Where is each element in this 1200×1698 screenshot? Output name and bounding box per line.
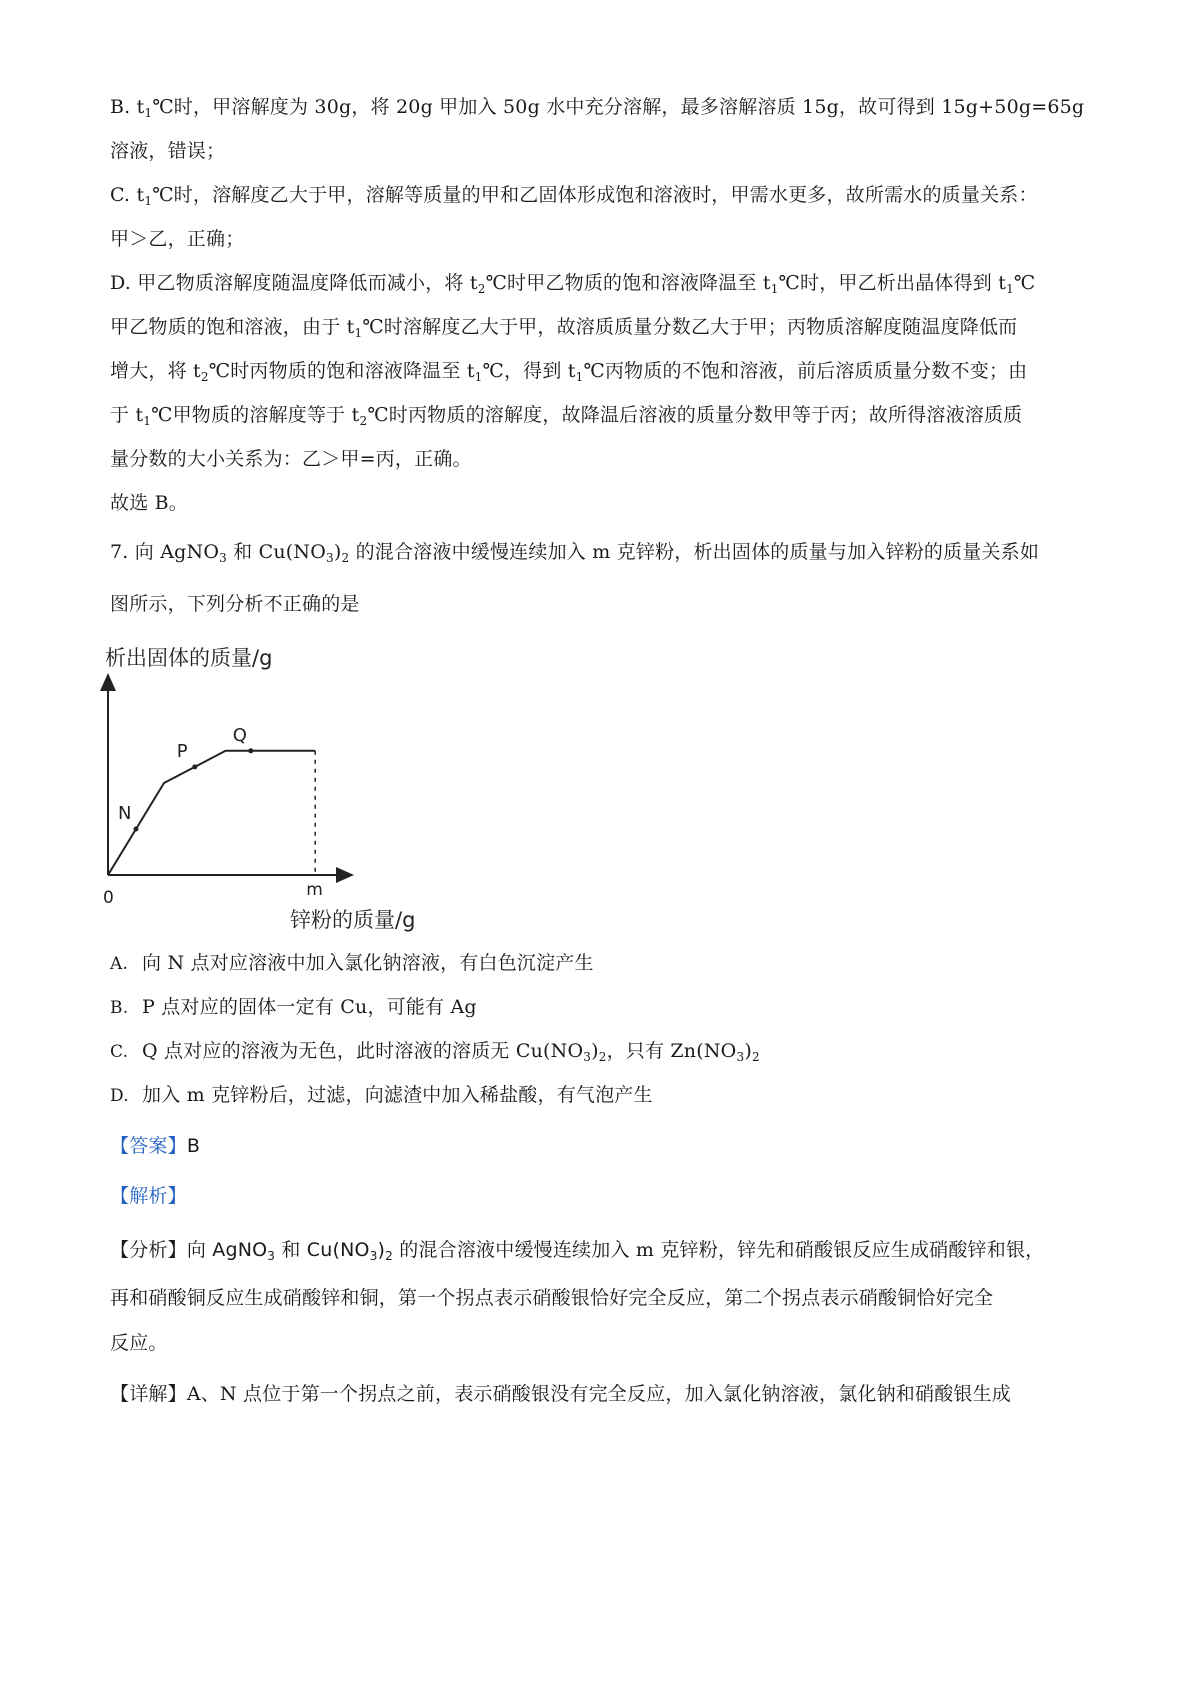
paragraph-d-line-4: 于 $t_1℃$甲物质的溶解度等于 $t_2℃$时丙物质的溶解度，故降温后溶液的质量分数甲等于丙；故所得溶液溶质质 xyxy=(110,404,1023,428)
point-p-label: P xyxy=(176,740,188,762)
xiangjie-text: A、N 点位于第一个拐点之前，表示硝酸银没有完全反应，加入氯化钠溶液，氯化钠和硝酸银生成 xyxy=(186,1383,1012,1405)
xiangjie-line xyxy=(110,1381,1011,1407)
option-c-letter: C. xyxy=(110,1042,129,1062)
y-axis-label: 析出固体的质量/g xyxy=(105,646,273,670)
option-d-text: 加入 m 克锌粉后，过滤，向滤渣中加入稀盐酸，有气泡产生 xyxy=(142,1084,653,1106)
option-a xyxy=(110,950,594,977)
answer-label: 【答案】 xyxy=(110,1135,187,1157)
answer-line xyxy=(110,1133,200,1159)
x-axis-label: 锌粉的质量/g xyxy=(290,908,416,932)
option-a-text: 向 N 点对应溶液中加入氯化钠溶液，有白色沉淀产生 xyxy=(142,952,594,974)
paragraph-c-line-2: 甲＞乙，正确； xyxy=(110,228,245,250)
paragraph-d-line-5: 量分数的大小关系为：乙＞甲=丙，正确。 xyxy=(110,448,472,470)
point-q-marker xyxy=(248,748,253,753)
fenxi-label: 【分析】 xyxy=(110,1239,187,1261)
point-n-label: N xyxy=(118,803,132,824)
point-q-label: Q xyxy=(232,724,247,746)
x-end-label-m: m xyxy=(306,880,323,900)
option-c: C. Q 点对应的溶液为无色，此时溶液的溶质无 $Cu(NO_3)_2$，只有 $Zn(NO_3)_2$ xyxy=(110,1040,760,1064)
fenxi-line-2: 再和硝酸铜反应生成硝酸锌和铜，第一个拐点表示硝酸银恰好完全反应，第二个拐点表示硝酸铜恰好完全 xyxy=(110,1287,994,1309)
fenxi-line-1: 【分析】向 AgNO$_3$ 和 $Cu(NO_3)_2$ 的混合溶液中缓慢连续加入 m 克锌粉，锌先和硝酸银反应生成硝酸锌和银， xyxy=(110,1239,1045,1263)
paragraph-d-line-1: D. 甲乙物质溶解度随温度降低而减小，将 $t_2℃$时甲乙物质的饱和溶液降温至 $t_1℃$时，甲乙析出晶体得到 $t_1℃$ xyxy=(110,272,1036,296)
fenxi-line-3: 反应。 xyxy=(110,1332,168,1354)
option-b-letter: B. xyxy=(110,998,129,1018)
paragraph-d-line-3: 增大，将 $t_2℃$时丙物质的饱和溶液降温至 $t_1℃$，得到 $t_1℃$丙物质的不饱和溶液，前后溶质质量分数不变；由 xyxy=(110,360,1028,384)
point-n-marker xyxy=(134,827,139,832)
origin-label: 0 xyxy=(103,888,114,908)
xiangjie-label: 【详解】 xyxy=(110,1383,187,1405)
paragraph-d-line-2: 甲乙物质的饱和溶液，由于 $t_1℃$时溶解度乙大于甲，故溶质质量分数乙大于甲；丙物质溶解度随温度降低而 xyxy=(110,316,1018,340)
series-line xyxy=(108,751,315,875)
option-d xyxy=(110,1082,653,1109)
analysis-label: 【解析】 xyxy=(110,1185,187,1207)
question-7-line-2: 图所示，下列分析不正确的是 xyxy=(110,593,360,615)
option-b xyxy=(110,994,477,1021)
option-d-letter: D. xyxy=(110,1086,129,1106)
paragraph-c-line-1: C. $t_1℃$时，溶解度乙大于甲，溶解等质量的甲和乙固体形成饱和溶液时，甲需水更多，故所需水的质量关系： xyxy=(110,184,1038,208)
question-7-line-1: 7. 向 AgNO$_3$ 和 $Cu(NO_3)_2$ 的混合溶液中缓慢连续加入 m 克锌粉，析出固体的质量与加入锌粉的质量关系如 xyxy=(110,541,1040,565)
option-b-text: P 点对应的固体一定有 Cu，可能有 Ag xyxy=(142,996,477,1018)
answer-value: B xyxy=(186,1135,201,1157)
option-a-letter: A. xyxy=(110,954,129,974)
choose-b-line: 故选 B。 xyxy=(110,492,189,514)
paragraph-b-line-2: 溶液，错误； xyxy=(110,140,226,162)
paragraph-b-line-1: B. $t_1℃$时，甲溶解度为 30g，将 20g 甲加入 50g 水中充分溶解，最多溶解溶质 15g，故可得到 15g+50g=65g xyxy=(110,96,1085,120)
point-p-marker xyxy=(192,764,197,769)
